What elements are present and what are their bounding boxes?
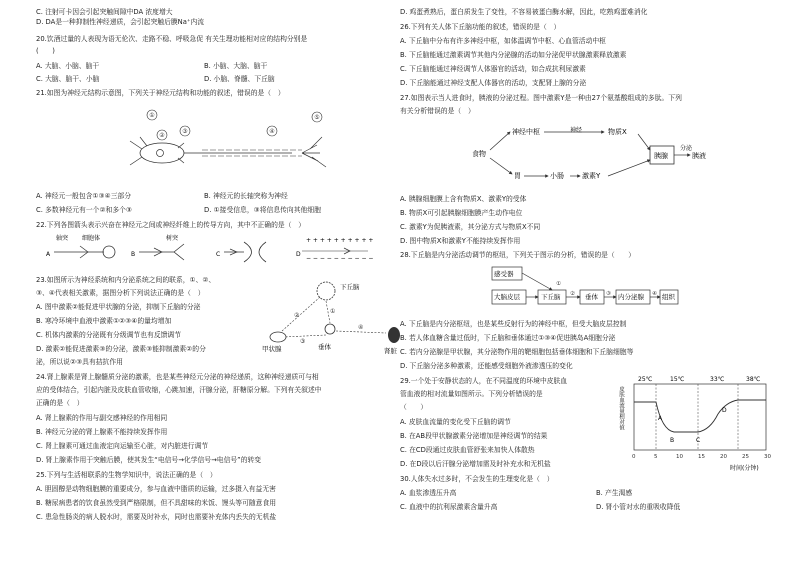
q23-option-d-line1: D. 激素②能促进激素③的分泌，激素③能抑制激素②的分 <box>36 345 206 353</box>
svg-text:④: ④ <box>652 291 657 297</box>
pituitary-label: 垂体 <box>318 343 331 351</box>
q21-option-b: B. 神经元的长轴突称为神经 <box>204 192 288 200</box>
q28-option-d: D. 下丘脑分泌多种激素，还能感受细胞外液渗透压的变化 <box>400 362 573 370</box>
q28-option-a: A. 下丘脑是内分泌枢纽，也是某些反射行为的神经中枢，但受大脑皮层控制 <box>400 320 627 328</box>
hypothalamus-label: 下丘脑 <box>340 283 360 291</box>
q23-stem-line1: 23.如图所示为神经系统和内分泌系统之间的联系，①、②、 <box>36 276 216 284</box>
hormone-y-label: 激素Y <box>582 172 601 180</box>
thyroid-label: 甲状腺 <box>262 345 282 353</box>
svg-text:③: ③ <box>606 291 611 297</box>
q29-option-b: B. 在AB段甲状腺激素分泌增加是神经调节的结果 <box>400 432 548 440</box>
q29-option-a: A. 皮肤血流量的变化受下丘脑的调节 <box>400 418 511 426</box>
x-tick-label: 25 <box>742 454 749 460</box>
q24-stem-line2: 应的受体结合，引起内脏及皮肤血管收缩，心跳加速，汗腺分泌，肝糖原分解。下列有关叙述中 <box>36 386 322 394</box>
x-tick-label: 15 <box>698 454 705 460</box>
q27-stem-line1: 27.如图表示当人进食时，胰液的分泌过程。图中激素Y是一种由27个氨基酸组成的多肽。下列 <box>400 94 682 102</box>
svg-text:①: ① <box>330 308 336 315</box>
q22-label-a: A <box>46 251 51 258</box>
endocrine-gland-label: 内分泌腺 <box>618 293 644 301</box>
q27-option-c: C. 激素Y为促胰液素，其分泌方式与物质X不同 <box>400 223 541 231</box>
q21-stem: 21.如图为神经元结构示意图，下列关于神经元结构和功能的叙述，错误的是（ ） <box>36 89 285 97</box>
q20-option-d: D. 小脑、脊髓、下丘脑 <box>204 75 275 83</box>
q19-option-d: D. DA是一种抑制性神经递质，会引起突触后膜Na⁺内流 <box>36 18 205 26</box>
svg-text:④: ④ <box>358 324 364 331</box>
right-column <box>400 0 785 562</box>
q20-stem: 20.饮酒过量的人表现为语无伦次、走路不稳、呼吸急促 有关生理功能相对应的结构分别是 <box>36 35 308 43</box>
left-column <box>36 0 421 562</box>
q22-figures <box>44 232 374 266</box>
q30-option-d: D. 肾小管对水的重吸收降低 <box>596 503 681 511</box>
q27-option-d: D. 图中物质X和激素Y不能持续发挥作用 <box>400 237 521 245</box>
neuron-diagram <box>122 101 348 179</box>
q19-option-c: C. 注射可卡因会引起突触间隙中DA 浓度增大 <box>36 8 173 16</box>
svg-text:③: ③ <box>182 128 188 135</box>
point-c-label: C <box>696 437 701 444</box>
pancreatic-juice-label: 胰液 <box>692 152 706 160</box>
q24-option-c: C. 肾上腺素可通过血液定向运输至心脏，对内脏进行调节 <box>36 442 209 450</box>
q29-stem-line1: 29.一个处于安静状态的人，在不同温度的环境中皮肤血 <box>400 377 568 385</box>
temp-label-3: 33℃ <box>710 376 725 383</box>
x-axis-label: 时间(分钟) <box>730 465 759 472</box>
q22-label-d: D <box>296 251 301 258</box>
q30-stem: 30.人体失水过多时，不会发生的生理变化是（ ） <box>400 475 554 483</box>
q29-stem-line3: （ ） <box>400 403 428 411</box>
q28-option-c: C. 若内分泌腺是甲状腺，其分泌物作用的靶细胞包括垂体细胞和下丘脑细胞等 <box>400 348 634 356</box>
svg-text:①: ① <box>149 112 155 119</box>
x-tick-label: 5 <box>654 454 658 460</box>
q20-option-c: C. 大脑、脑干、小脑 <box>36 75 100 83</box>
nerve-center-label: 神经中枢 <box>512 128 540 136</box>
y-axis-label: 皮肤血流量相对值 <box>618 386 624 430</box>
q26-option-c: C. 下丘脑能通过神经调节人体器官的活动，如合成抗利尿激素 <box>400 65 586 73</box>
q25-option-a: A. 胆固醇是动物细胞膜的重要成分，参与血液中脂质的运输，过多摄入有益无害 <box>36 485 276 493</box>
q26-option-d: D. 下丘脑能通过神经支配人体器官的活动，支配肾上腺的分泌 <box>400 79 587 87</box>
hypothalamus-box-diagram <box>490 265 680 311</box>
small-intestine-label: 小肠 <box>550 172 564 180</box>
q20-option-a: A. 大脑、小脑、脑干 <box>36 62 100 70</box>
point-d-label: D <box>722 407 727 414</box>
q22-label-soma: 细胞体 <box>82 235 101 242</box>
x-tick-label: 10 <box>676 454 683 460</box>
svg-text:②: ② <box>294 312 300 319</box>
temp-label-2: 15℃ <box>670 376 685 383</box>
q20-option-b: B. 小脑、大脑、脑干 <box>204 62 268 70</box>
x-tick-label: 20 <box>720 454 727 460</box>
svg-text:⑤: ⑤ <box>314 114 320 121</box>
substance-x-label: 物质X <box>608 128 627 136</box>
q21-option-c: C. 多数神经元有一个②和多个③ <box>36 206 133 214</box>
stomach-label: 胃 <box>514 172 521 180</box>
q26-option-a: A. 下丘脑中分布有许多神经中枢，如体温调节中枢、心血管活动中枢 <box>400 37 606 45</box>
q23-stem-line2: ③、④代表相关激素，据图分析下列说法正确的是（ ） <box>36 289 205 297</box>
q27-option-b: B. 物质X可引起胰腺细胞膜产生动作电位 <box>400 209 523 217</box>
q27-option-a: A. 胰腺细胞膜上含有物质X、激素Y的受体 <box>400 195 527 203</box>
q24-option-b: B. 神经元分泌的肾上腺素不能持续发挥作用 <box>36 428 168 436</box>
q22-stem: 22.下列各图箭头表示兴奋在神经元之间或神经纤维上的传导方向，其中不正确的是（ ） <box>36 221 306 229</box>
svg-text:− − − − − − − − − −: − − − − − − − − − − <box>306 255 374 262</box>
tissue-label: 组织 <box>662 293 675 301</box>
blood-flow-chart <box>618 372 784 472</box>
q21-option-d: D. ①接受信息，③将信息传向其他细胞 <box>204 206 321 214</box>
food-label: 食物 <box>472 150 486 158</box>
q22-label-b: B <box>131 251 136 258</box>
secrete-label: 分泌 <box>680 145 693 152</box>
nerve-label: 神经 <box>570 127 583 134</box>
svg-text:③: ③ <box>300 338 306 345</box>
q29-stem-line2: 管血液的相对流量如图所示。下列分析错误的是 <box>400 390 543 398</box>
q23-option-b: B. 寒冷环境中血液中激素①②③④的量均增加 <box>36 317 172 325</box>
svg-text:+ + + + + + + + + +: + + + + + + + + + + <box>306 237 374 244</box>
q29-option-c: C. 在CD段通过皮肤血管舒张来加快人体散热 <box>400 446 535 454</box>
q23-option-a: A. 图中激素②能促进甲状腺的分泌，抑制下丘脑的分泌 <box>36 303 201 311</box>
q25-option-c: C. 患急性肠炎的病人脱水时，需要及时补水，同时也需要补充体内丢失的无机盐 <box>36 513 277 521</box>
q23-option-c: C. 机体内激素的分泌既有分级调节也有反馈调节 <box>36 331 182 339</box>
q25-option-d: D. 鸡蛋煮熟后，蛋白质发生了变性，不容易被蛋白酶水解，因此，吃熟鸡蛋难消化 <box>400 8 648 16</box>
q25-stem: 25.下列与生活相联系的生物学知识中，说法正确的是（ ） <box>36 471 217 479</box>
temp-label-1: 25℃ <box>638 376 653 383</box>
point-a-label: A <box>658 415 663 422</box>
pancreas-flow-diagram <box>470 120 720 184</box>
pancreas-label: 胰腺 <box>654 152 668 160</box>
q25-option-b: B. 糖尿病患者的饮食虽然受到严格限制，但不具甜味的米饭、馒头等可随意食用 <box>36 499 277 507</box>
svg-text:②: ② <box>159 132 165 139</box>
temp-label-4: 38℃ <box>746 376 761 383</box>
q24-stem-line1: 24.肾上腺素是肾上腺髓质分泌的激素，也是某些神经元分泌的神经递质，这种神经递质可与相 <box>36 373 319 381</box>
kidney-label: 肾脏 <box>384 347 397 355</box>
q22-label-dendrite: 树突 <box>166 235 179 242</box>
q21-option-a: A. 神经元一般包含①③④三部分 <box>36 192 132 200</box>
q26-stem: 26.下列有关人体下丘脑功能的叙述，错误的是（ ） <box>400 23 561 31</box>
hypothalamus-box-label: 下丘脑 <box>541 293 561 301</box>
q24-stem-line3: 正确的是（ ） <box>36 399 84 407</box>
q24-option-a: A. 肾上腺素的作用与副交感神经的作用相同 <box>36 414 168 422</box>
pituitary-box-label: 垂体 <box>585 293 598 301</box>
q24-option-d: D. 肾上腺素作用于突触后膜，使其发生“电信号→化学信号→电信号”的转变 <box>36 456 262 464</box>
x-tick-label: 30 <box>764 454 771 460</box>
q26-option-b: B. 下丘脑能通过激素调节其他内分泌腺的活动如分泌促甲状腺激素释放激素 <box>400 51 627 59</box>
q23-option-d-line2: 泌，所以说②③具有拮抗作用 <box>36 358 123 366</box>
q27-stem-line2: 有关分析错误的是（ ） <box>400 107 475 115</box>
cortex-label: 大脑皮层 <box>494 293 520 301</box>
point-b-label: B <box>670 437 675 444</box>
q30-option-b: B. 产生渴感 <box>596 489 633 497</box>
endocrine-diagram <box>258 277 418 367</box>
q28-stem: 28.下丘脑是内分泌活动调节的枢纽，下列关于图示的分析，错误的是（ ） <box>400 251 636 259</box>
receptor-label: 感受器 <box>494 270 514 278</box>
q22-label-axon: 轴突 <box>56 235 69 242</box>
svg-text:④: ④ <box>269 128 275 135</box>
svg-text:①: ① <box>556 281 561 287</box>
q22-label-c: C <box>216 251 221 258</box>
svg-text:②: ② <box>570 291 575 297</box>
q20-paren: ( ) <box>36 47 55 55</box>
q30-option-c: C. 血液中的抗利尿激素含量升高 <box>400 503 498 511</box>
x-tick-label: 0 <box>632 454 636 460</box>
q28-option-b: B. 若人体血糖含量过低时，下丘脑和垂体通过①③④促进胰岛A细胞分泌 <box>400 334 616 342</box>
q29-option-d: D. 在D段以后汗腺分泌增加需及时补充水和无机盐 <box>400 460 551 468</box>
q30-option-a: A. 血浆渗透压升高 <box>400 489 457 497</box>
